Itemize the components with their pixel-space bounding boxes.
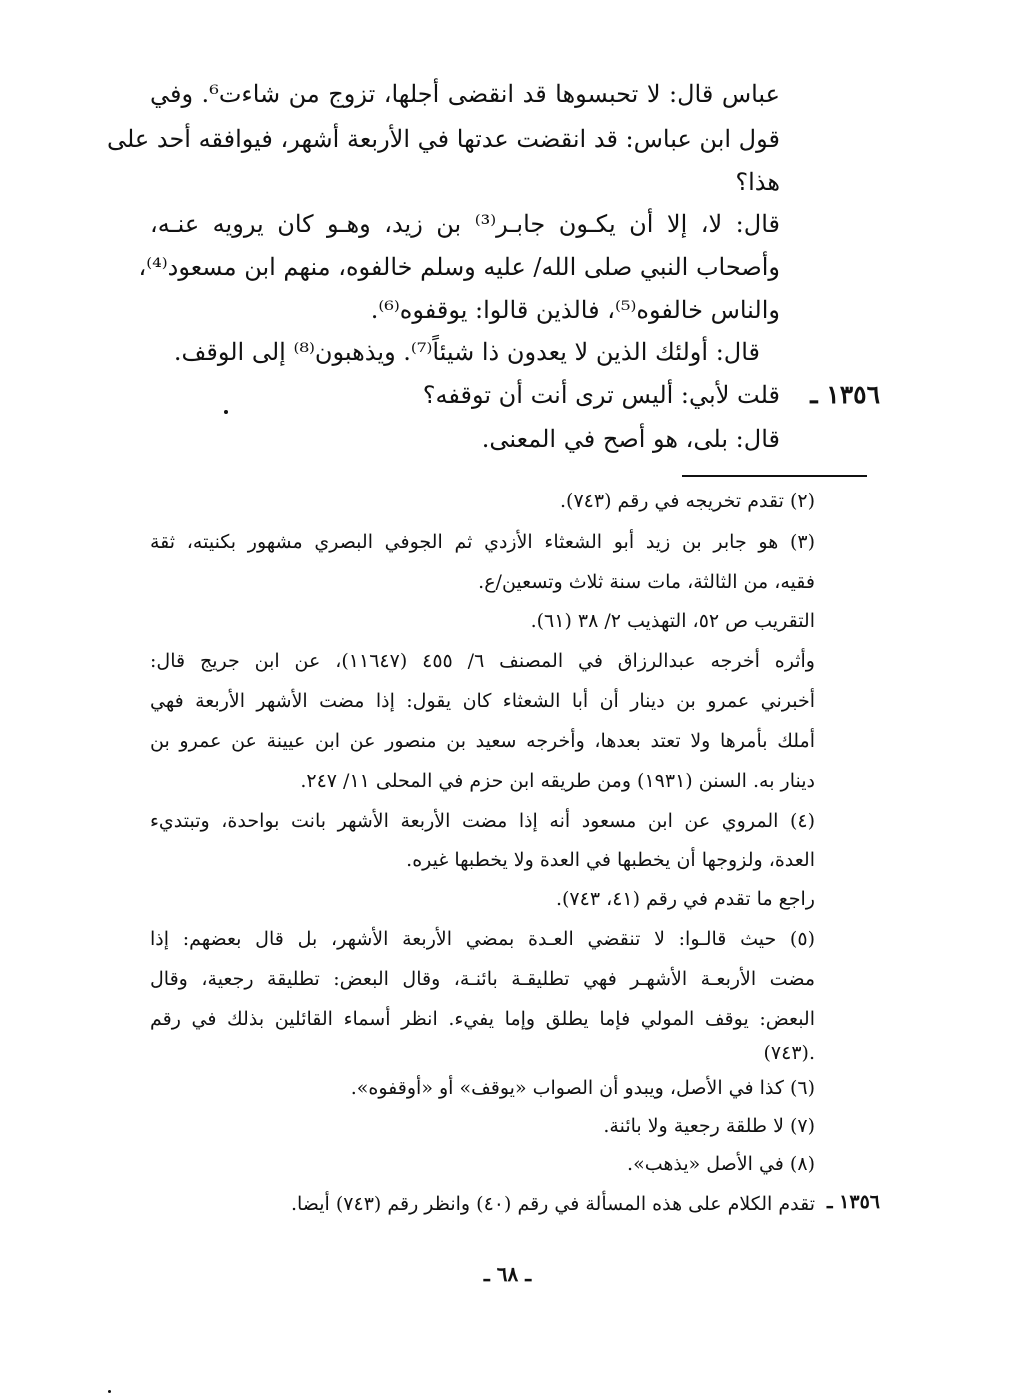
main-line-4: قال: لا، إلا أن يكـون جابـر⁽³⁾ بن زيد، وهـو كان يرويه عنـه، (150, 210, 780, 238)
footnote-line-19: تقدم الكلام على هذه المسألة في رقم (٤٠) وانظر رقم (٧٤٣) أيضا. (290, 1193, 815, 1215)
footnote-line-4: التقريب ص ٥٢، التهذيب ٢/ ٣٨ (٦١). (530, 610, 815, 632)
footnote-line-11: راجع ما تقدم في رقم (٤١، ٧٤٣). (555, 888, 815, 910)
footnote-line-18: (٨) في الأصل «يذهب». (627, 1153, 815, 1175)
main-line-1: عباس قال: لا تحبسوها قد انقضى أجلها، تزوج من شاءت⁶. وفي (150, 80, 780, 108)
footnote-line-8: دينار به. السنن (١٩٣١) ومن طريقه ابن حزم في المحلى ١١/ ٢٤٧. (300, 770, 815, 792)
footnote-line-17: (٧) لا طلقة رجعية ولا بائنة. (603, 1115, 815, 1137)
main-line-9: قال: بلى، هو أصح في المعنى. (481, 425, 780, 453)
footnote-separator (682, 475, 867, 477)
footnote-line-16: (٦) كذا في الأصل، ويبدو أن الصواب «يوقف» أو «أوقفوه». (350, 1077, 815, 1099)
footnote-line-10: العدة، ولزوجها أن يخطبها في العدة ولا يخطبها غيره. (406, 849, 815, 871)
page-number: ـ ٦٨ ـ (483, 1262, 532, 1286)
main-line-8: قلت لأبي: أليس ترى أنت أن توقفه؟ (422, 381, 780, 409)
footnote-line-13: مضت الأربعـة الأشهـر فهي تطليقـة بائنـة، وقال البعض: تطليقة رجعية، وقال (150, 968, 815, 990)
main-line-3: هذا؟ (735, 168, 780, 196)
footnote-line-9: (٤) المروي عن ابن مسعود أنه إذا مضت الأربعة الأشهر بانت بواحدة، وتبتديء (150, 810, 815, 832)
main-line-6: والناس خالفوه⁽⁵⁾، فالذين قالوا: يوقفوه⁽⁶⁾. (370, 296, 780, 324)
ink-speck (108, 1390, 111, 1393)
footnote-line-15: (٧٤٣). (763, 1042, 815, 1064)
footnote-line-14: البعض: يوقف المولي فإما يطلق وإما يفيء. انظر أسماء القائلين بذلك في رقم (150, 1008, 815, 1030)
footnote-line-3: فقيه، من الثالثة، مات سنة ثلاث وتسعين/ع. (478, 571, 815, 593)
ink-speck (224, 410, 228, 414)
footnote-line-5: وأثره أخرجه عبدالرزاق في المصنف ٦/ ٤٥٥ (١١٦٤٧)، عن ابن جريج قال: (150, 650, 815, 672)
footnote-line-7: أملك بأمرها ولا تعتد بعدها، وأخرجه سعيد بن منصور عن ابن عيينة عن عمرو بن (150, 730, 815, 752)
footnote-question-number: ١٣٥٦ ـ (826, 1191, 880, 1213)
footnote-line-1: (٢) تقدم تخريجه في رقم (٧٤٣). (560, 490, 815, 512)
main-line-5: وأصحاب النبي صلى الله/ عليه وسلم خالفوه، منهم ابن مسعود⁽⁴⁾، (138, 253, 780, 281)
footnote-line-2: (٣) هو جابر بن زيد أبو الشعثاء الأزدي ثم الجوفي البصري مشهور بكنيته، ثقة (150, 531, 815, 553)
question-number: ١٣٥٦ ـ (810, 380, 880, 409)
footnote-line-6: أخبرني عمرو بن دينار أن أبا الشعثاء كان يقول: إذا مضت الأشهر الأربعة فهي (150, 690, 815, 712)
main-line-7: قال: أولئك الذين لا يعدون ذا شيئاً⁽⁷⁾. ويذهبون⁽⁸⁾ إلى الوقف. (173, 338, 760, 366)
footnote-line-12: (٥) حيث قالـوا: لا تنقضي العـدة بمضي الأربعة الأشهر، بل قال بعضهم: إذا (150, 928, 815, 950)
main-line-2: قول ابن عباس: قد انقضت عدتها في الأربعة أشهر، فيوافقه أحد على (106, 125, 780, 153)
